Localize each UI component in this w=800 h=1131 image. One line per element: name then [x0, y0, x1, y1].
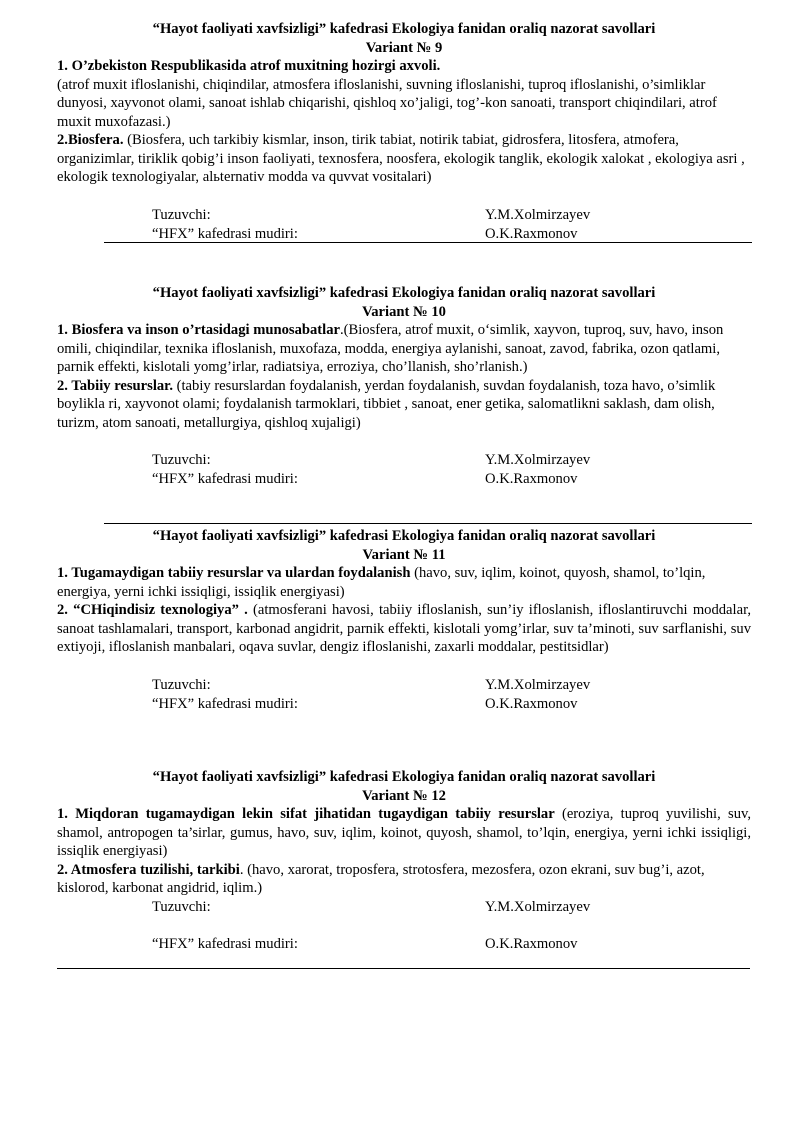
variant-number: Variant № 12	[362, 787, 446, 804]
head-signature	[57, 935, 751, 954]
question-2-text: (Biosfera, uch tarkibiy kismlar, inson, tirik tabiat, notirik tabiat, gidrosfera, litosfera, atmofera, organizimlar, tiriklik qobig’i inson faoliyati, texnosfera, noosfera, ekologik tanglik, ekologik xalokat , ekologiya asri , ekologik texnologiyalar, alьternativ modda va quvvat vositalari)	[57, 132, 745, 185]
head-name: O.K.Raxmonov	[485, 695, 578, 712]
divider	[104, 242, 752, 243]
question-1	[57, 321, 751, 377]
question-2	[57, 131, 751, 187]
section-header: “Hayot faoliyati xavfsizligi” kafedrasi Ekologiya fanidan oraliq nazorat savollari	[152, 528, 656, 544]
question-2-text: (tabiy resurslardan foydalanish, yerdan foydalanish, suvdan foydalanish, toza havo, o’simlik boylikla ri, xayvonot olami; foydalanish tarmoklari, tibbiet , sanoat, ener getika, salomatlikni saklash, dam olish, turizm, atom sanoati, metallurgiya, qishloq xujaligi)	[57, 377, 716, 431]
question-1-text: .(Biosfera, atrof muxit, o‘simlik, xayvon, tuproq, suv, havo, inson omili, chiqindilar, texnika ifloslanish, muxofaza, modda, energiya aylanishi, sanoat, zavod, fabrika, ozon qatlami, parnik effekti, kislotali yomg’irlar, radiatsiya, erroziya, cho’llanish, sho’rlanish.)	[57, 322, 724, 375]
compiler-label: Tuzuvchi:	[152, 898, 211, 915]
head-name: O.K.Raxmonov	[485, 225, 578, 242]
compiler-label: Tuzuvchi:	[152, 676, 211, 693]
section-variant-12	[57, 768, 751, 954]
question-2-title: 2. “CHiqindisiz texnologiya” .	[57, 602, 248, 618]
question-1-title: 1. Tugamaydigan tabiiy resurslar va ulardan foydalanish	[57, 565, 411, 581]
bottom-divider	[57, 968, 750, 969]
section-header: “Hayot faoliyati xavfsizligi” kafedrasi Ekologiya fanidan oraliq nazorat savollari	[152, 285, 656, 301]
question-2-title: 2. Atmosfera tuzilishi, tarkibi	[57, 861, 240, 878]
compiler-signature	[57, 206, 751, 225]
question-2-title: 2. Tabiiy resurslar.	[57, 377, 173, 394]
question-1-title: 1. Biosfera va inson o’rtasidagi munosabatlar	[57, 322, 340, 338]
question-1-text: (havo, suv, iqlim, koinot, quyosh, shamol, to’lqin, energiya, yerni ichki issiqligi, issiqlik energiyasi)	[57, 565, 706, 600]
compiler-name: Y.M.Xolmirzayev	[485, 452, 591, 468]
head-label: “HFX” kafedrasi mudiri:	[152, 695, 298, 712]
section-header: “Hayot faoliyati xavfsizligi” kafedrasi Ekologiya fanidan oraliq nazorat savollari	[152, 21, 656, 37]
compiler-name: Y.M.Xolmirzayev	[485, 206, 591, 223]
question-2	[57, 861, 751, 898]
head-signature	[57, 695, 751, 714]
variant-number: Variant № 10	[362, 303, 446, 320]
variant-number: Variant № 9	[365, 39, 443, 56]
head-name: O.K.Raxmonov	[485, 935, 578, 952]
head-name: O.K.Raxmonov	[485, 471, 578, 487]
section-variant-10	[57, 284, 751, 489]
head-label: “HFX” kafedrasi mudiri:	[152, 935, 298, 952]
question-1	[57, 805, 751, 861]
question-2	[57, 377, 751, 433]
variant-number: Variant № 11	[362, 546, 446, 563]
head-label: “HFX” kafedrasi mudiri:	[152, 471, 298, 487]
question-1-text: (eroziya, tuproq yuvilishi, suv, shamol, antropogen ta’sirlar, gumus, havo, suv, iqlim, koinot, quyosh, shamol, to’lqin, energiya, yerni ichki issiqligi, issiqlik energiyasi)	[57, 806, 751, 859]
compiler-name: Y.M.Xolmirzayev	[485, 676, 591, 693]
question-2-text: . (havo, xarorat, troposfera, strotosfera, mezosfera, ozon ekrani, suv bug’i, azot, kislorod, karbonat angidrid, iqlim.)	[57, 861, 705, 896]
head-signature	[57, 470, 751, 489]
section-header: “Hayot faoliyati xavfsizligi” kafedrasi Ekologiya fanidan oraliq nazorat savollari	[152, 769, 656, 785]
head-signature	[57, 225, 751, 244]
compiler-signature	[57, 898, 751, 917]
question-1	[57, 57, 751, 131]
section-variant-11	[57, 527, 751, 714]
question-1-title: 1. Miqdoran tugamaydigan lekin sifat jihatidan tugaydigan tabiiy resurslar	[57, 806, 555, 822]
compiler-label: Tuzuvchi:	[152, 452, 211, 468]
compiler-label: Tuzuvchi:	[152, 206, 211, 223]
compiler-name: Y.M.Xolmirzayev	[485, 898, 591, 915]
head-label: “HFX” kafedrasi mudiri:	[152, 225, 298, 242]
question-2	[57, 601, 751, 657]
question-1	[57, 564, 751, 601]
compiler-signature	[57, 676, 751, 695]
question-1-title: 1. O’zbekiston Respublikasida atrof muxitning hozirgi axvoli.	[57, 58, 441, 74]
compiler-signature	[57, 451, 751, 470]
question-2-text: (atmosferani havosi, tabiiy ifloslanish, sun’iy ifloslanish, ifloslantiruvchi moddalar, sanoat tashlamalari, transport, karbonad angidrit, parnik effekti, kislotali yomg’irlar, suv ta’minoti, suv sarflanishi, suv extiyoji, ifloslanish manbalari, oqava suvlar, dengiz ifloslanishi, zaxarli moddalar, pestitsidlar)	[57, 602, 751, 655]
section-variant-9	[57, 20, 751, 244]
question-2-title: 2.Biosfera.	[57, 132, 124, 148]
question-1-text: (atrof muxit ifloslanishi, chiqindilar, atmosfera ifloslanishi, suvning ifloslanishi, tuproq ifloslanishi, o’simliklar dunyosi, xayvonot olami, sanoat ishlab chiqarishi, qishloq xo’jaligi, tog’-kon sanoati, transport chiqindilari, atrof muxit muxofazasi.)	[57, 76, 717, 130]
divider	[104, 523, 752, 524]
